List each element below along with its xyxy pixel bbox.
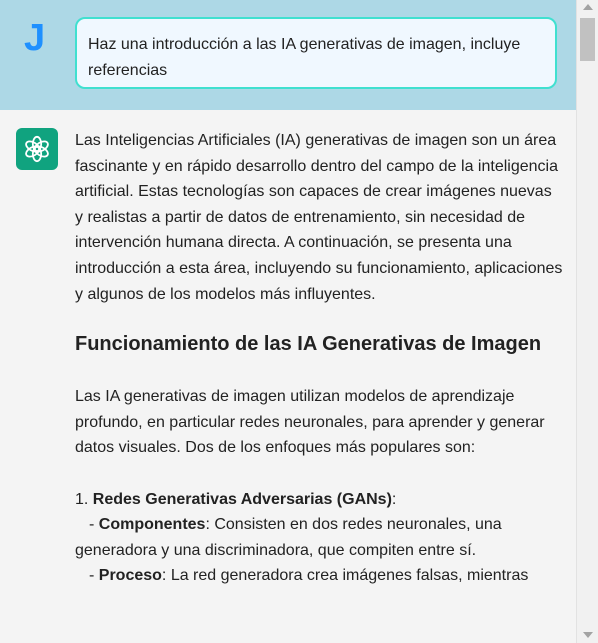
body-paragraph: Las IA generativas de imagen utilizan modelos de aprendizaje profundo, en particular redes neuronales, para aprender y generar datos visuales. Dos de los enfoques más populares son: [75,388,545,457]
sub-list-item [75,512,563,563]
assistant-message-content [75,128,563,589]
intro-paragraph: Las Inteligencias Artificiales (IA) generativas de imagen son un área fascinante y en rápido desarrollo dentro del campo de la inteligencia artificial. Estas tecnologías son capaces de crear imágenes nuevas y realistas a partir de datos de entrenamiento, sin necesidad de intervención humana directa. A continuación, se presenta una introducción a esta área, incluyendo su funcionamiento, aplicaciones y algunos de los modelos más influyentes. [75,132,563,303]
list-item [75,487,563,513]
openai-logo-icon [16,128,58,170]
sub-list-text: : Consisten en dos redes neuronales, una generadora y una discriminadora, que compiten entre sí. [75,516,502,559]
list-number: 1. [75,490,89,508]
user-avatar: J [24,17,46,59]
sub-list-prefix: - [89,516,99,534]
openai-knot-icon [22,134,52,164]
user-message-bubble: Haz una introducción a las IA generativas de imagen, incluye referencias [75,17,557,89]
sub-list-label: Proceso [98,567,162,585]
sub-list-label: Componentes [98,516,206,534]
section-heading: Funcionamiento de las IA Generativas de Imagen [75,333,542,356]
user-message-block [0,0,576,110]
sub-list-prefix: - [89,567,99,585]
scroll-up-arrow-icon[interactable] [583,4,593,10]
scroll-down-arrow-icon[interactable] [583,632,593,638]
list-item-title: Redes Generativas Adversarias (GANs) [92,490,392,508]
sub-list-text: : La red generadora crea imágenes falsas, mientras [161,567,529,585]
vertical-scrollbar[interactable] [576,0,598,643]
scrollbar-thumb[interactable] [580,18,595,61]
list-item-suffix: : [391,490,397,508]
assistant-message-block [0,110,576,643]
sub-list-item [75,563,563,589]
